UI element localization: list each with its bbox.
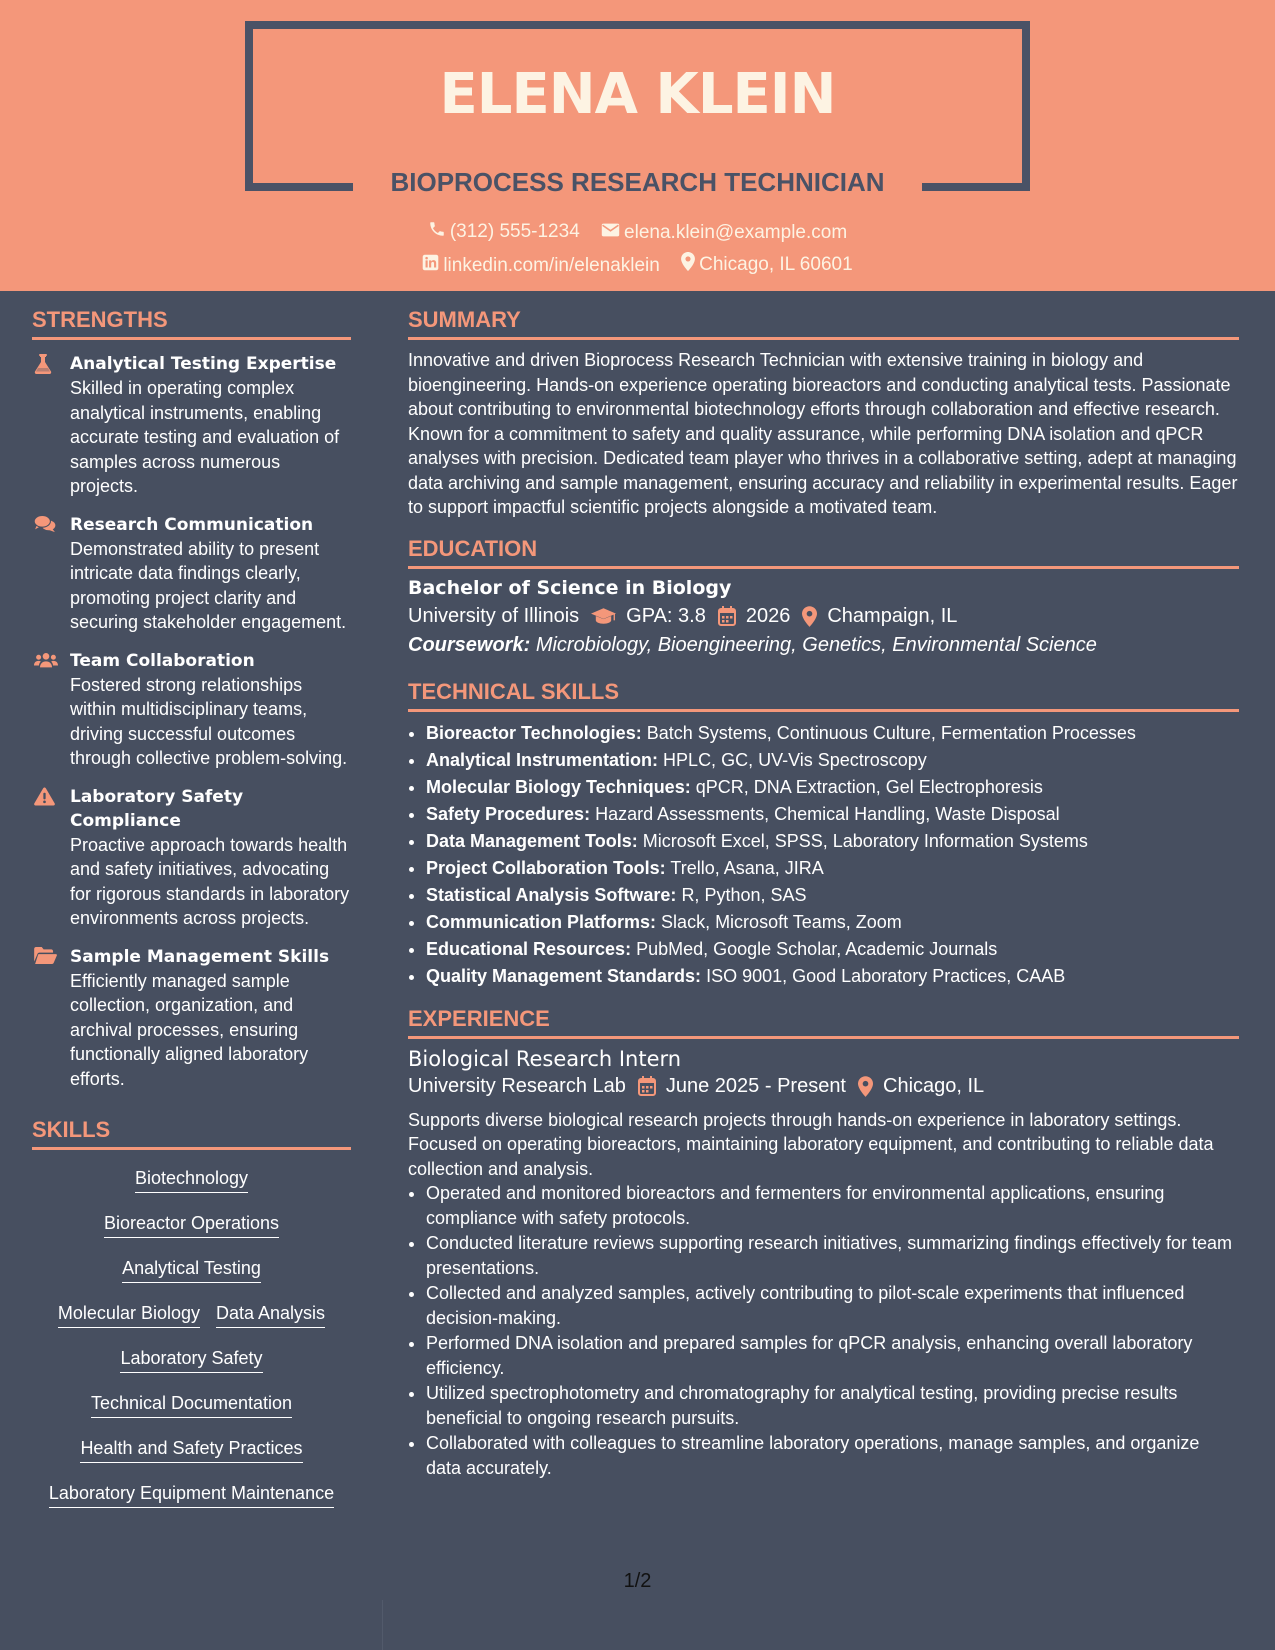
strength-title: Laboratory Safety Compliance	[70, 786, 244, 831]
users-icon	[32, 649, 70, 771]
resume-header	[0, 0, 1275, 291]
strengths-heading: STRENGTHS	[32, 307, 351, 340]
strength-title: Sample Management Skills	[70, 946, 330, 967]
job-duties-list	[408, 1181, 1239, 1480]
strength-item	[32, 352, 351, 499]
skill-category-value: qPCR, DNA Extraction, Gel Electrophoresis	[695, 776, 1043, 797]
skill-category-value: R, Python, SAS	[681, 884, 807, 905]
skill-row	[32, 1389, 351, 1434]
strength-item	[32, 945, 351, 1092]
location-pin-icon	[681, 252, 699, 277]
list-item	[426, 828, 1239, 855]
right-column	[408, 307, 1239, 1481]
skill-category-value: Microsoft Excel, SPSS, Laboratory Information Systems	[642, 830, 1088, 851]
strength-description: Proactive approach towards health and safety initiatives, advocating for rigorous standards in laboratory environments across projects.	[70, 834, 350, 928]
job-title: BIOPROCESS RESEARCH TECHNICIAN	[390, 167, 885, 197]
calendar-icon	[638, 1076, 656, 1096]
list-item: • Utilized spectrophotometry and chromatography for analytical testing, providing precise results beneficial to ongoing research pursuits.	[426, 1381, 1239, 1430]
contact-email[interactable]	[601, 222, 847, 244]
graduation-year: 2026	[745, 604, 791, 627]
list-item	[426, 720, 1239, 747]
strength-description: Skilled in operating complex analytical instruments, enabling accurate testing and evaluation of samples across numerous projects.	[70, 378, 340, 496]
skill-category-label: Quality Management Standards:	[426, 965, 702, 986]
list-item	[426, 882, 1239, 909]
degree-title: Bachelor of Science in Biology	[408, 576, 732, 599]
envelope-icon	[601, 222, 624, 244]
contact-row-primary	[0, 220, 1275, 244]
skill-category-label: Bioreactor Technologies:	[426, 722, 642, 743]
list-item	[426, 747, 1239, 774]
phone-icon	[428, 220, 450, 244]
list-item: • Collected and analyzed samples, actively contributing to pilot-scale experiments that influenced decision-making.	[426, 1281, 1239, 1330]
page-indicator: 1/2	[623, 1570, 652, 1592]
page-divider	[382, 1600, 383, 1650]
strength-description: Efficiently managed sample collection, organization, and archival processes, ensuring functionally aligned laboratory efforts.	[70, 970, 309, 1089]
skill-category-label: Project Collaboration Tools:	[426, 857, 666, 878]
education-heading: EDUCATION	[408, 536, 1239, 569]
skill-row	[32, 1254, 351, 1299]
strength-item	[32, 513, 351, 635]
left-column	[32, 307, 351, 1524]
skill-category-value: HPLC, GC, UV-Vis Spectroscopy	[663, 749, 927, 770]
skill-tag: Data Analysis	[216, 1299, 325, 1328]
skill-tag: Laboratory Safety	[120, 1344, 262, 1373]
skill-category-label: Data Management Tools:	[426, 830, 638, 851]
calendar-icon	[718, 606, 736, 626]
skill-category-label: Statistical Analysis Software:	[426, 884, 677, 905]
coursework-list: Microbiology, Bioengineering, Genetics, Environmental Science	[535, 633, 1097, 656]
strength-description: Fostered strong relationships within multidisciplinary teams, driving successful outcomes through collective problem-solving.	[70, 674, 348, 768]
skills-list	[32, 1164, 351, 1524]
technical-skills-list	[408, 720, 1239, 990]
skill-row	[32, 1479, 351, 1524]
contact-location-text: Chicago, IL 60601	[699, 253, 853, 275]
contact-linkedin[interactable]	[422, 254, 660, 277]
summary-text: Innovative and driven Bioprocess Research Technician with extensive training in biology and bioengineering. Hands-on experience operating bioreactors and conducting analytical tests. Passionate about contributing to environmental biotechnology efforts through collaboration and effective research. Known for a commitment to safety and quality assurance, while performing DNA isolation and qPCR analyses with precision. Dedicated team player who thrives in a collaborative setting, adept at managing data archiving and sample management, ensuring accuracy and reliability in experimental results. Eager to support impactful scientific projects alongside a motivated team.	[408, 350, 1238, 517]
summary-heading: SUMMARY	[408, 307, 1239, 340]
contact-phone[interactable]	[428, 220, 580, 244]
list-item: • Collaborated with colleagues to streamline laboratory operations, manage samples, and organize data accurately.	[426, 1431, 1239, 1480]
list-item	[426, 963, 1239, 990]
experience-heading: EXPERIENCE	[408, 1006, 1239, 1039]
coursework-label: Coursework:	[408, 633, 531, 656]
list-item: • Operated and monitored bioreactors and fermenters for environmental applications, ensuring compliance with safety protocols.	[426, 1181, 1239, 1230]
skill-category-value: Slack, Microsoft Teams, Zoom	[661, 911, 902, 932]
skill-category-value: Batch Systems, Continuous Culture, Fermentation Processes	[646, 722, 1136, 743]
skill-tag: Biotechnology	[135, 1164, 248, 1193]
coursework	[408, 634, 1239, 657]
contact-linkedin-text: linkedin.com/in/elenaklein	[443, 254, 660, 276]
skill-category-label: Analytical Instrumentation:	[426, 749, 659, 770]
skill-tag: Bioreactor Operations	[104, 1209, 279, 1238]
skill-category-label: Educational Resources:	[426, 938, 632, 959]
linkedin-icon	[422, 254, 443, 277]
strength-item	[32, 649, 351, 771]
job-location: Chicago, IL	[883, 1074, 985, 1097]
skill-category-label: Communication Platforms:	[426, 911, 657, 932]
location-pin-icon	[858, 1076, 873, 1097]
school-location: Champaign, IL	[827, 604, 958, 627]
job-role: Biological Research Intern	[408, 1046, 682, 1071]
skill-row	[32, 1434, 351, 1479]
folder-open-icon	[32, 945, 70, 1092]
list-item	[426, 774, 1239, 801]
list-item	[426, 909, 1239, 936]
list-item	[426, 801, 1239, 828]
comments-icon	[32, 513, 70, 635]
strength-title: Analytical Testing Expertise	[70, 354, 337, 374]
skill-category-value: Trello, Asana, JIRA	[670, 857, 824, 878]
list-item	[426, 936, 1239, 963]
gpa-value: GPA: 3.8	[626, 604, 706, 627]
technical-skills-heading: TECHNICAL SKILLS	[408, 679, 1239, 712]
education-meta	[408, 605, 1239, 628]
skill-row	[32, 1299, 351, 1344]
job-meta	[408, 1075, 1239, 1098]
skill-category-value: Hazard Assessments, Chemical Handling, Waste Disposal	[595, 803, 1060, 824]
skill-row	[32, 1209, 351, 1254]
contact-email-text: elena.klein@example.com	[624, 222, 848, 243]
strength-item	[32, 785, 351, 931]
location-pin-icon	[802, 606, 817, 627]
skill-category-value: PubMed, Google Scholar, Academic Journals	[636, 938, 998, 959]
candidate-name: ELENA KLEIN	[439, 62, 836, 127]
strengths-list	[32, 352, 351, 1091]
skill-tag: Technical Documentation	[91, 1389, 292, 1418]
contact-row-secondary	[0, 252, 1275, 277]
skill-category-label: Safety Procedures:	[426, 803, 591, 824]
strength-description: Demonstrated ability to present intricate data findings clearly, promoting project clarity and securing stakeholder engagement.	[70, 538, 347, 632]
strength-title: Research Communication	[70, 514, 314, 535]
skill-row	[32, 1164, 351, 1209]
list-item: • Performed DNA isolation and prepared samples for qPCR analysis, enhancing overall laboratory efficiency.	[426, 1331, 1239, 1380]
skill-category-label: Molecular Biology Techniques:	[426, 776, 691, 797]
skill-tag: Analytical Testing	[122, 1254, 261, 1283]
list-item: • Conducted literature reviews supporting research initiatives, summarizing findings effectively for team presentations.	[426, 1231, 1239, 1280]
skill-tag: Health and Safety Practices	[80, 1434, 302, 1463]
contact-location	[681, 252, 853, 277]
contact-phone-text: (312) 555-1234	[449, 221, 580, 242]
skill-category-value: ISO 9001, Good Laboratory Practices, CAAB	[706, 965, 1066, 986]
strength-title: Team Collaboration	[70, 650, 255, 671]
job-dates: June 2025 - Present	[665, 1074, 846, 1097]
flask-icon	[32, 352, 70, 499]
skill-row	[32, 1344, 351, 1389]
skill-tag: Molecular Biology	[58, 1299, 200, 1328]
school-name: University of Illinois	[408, 604, 580, 627]
warning-icon	[32, 785, 70, 931]
organization-name: University Research Lab	[408, 1074, 626, 1097]
graduation-cap-icon	[591, 607, 616, 625]
job-description: Supports diverse biological research projects through hands-on experience in laboratory settings. Focused on operating bioreactors, maintaining laboratory equipment, and contributing to reliable data collection and analysis.	[408, 1109, 1214, 1179]
skills-heading: SKILLS	[32, 1117, 351, 1150]
skill-tag: Laboratory Equipment Maintenance	[49, 1479, 334, 1508]
list-item	[426, 855, 1239, 882]
